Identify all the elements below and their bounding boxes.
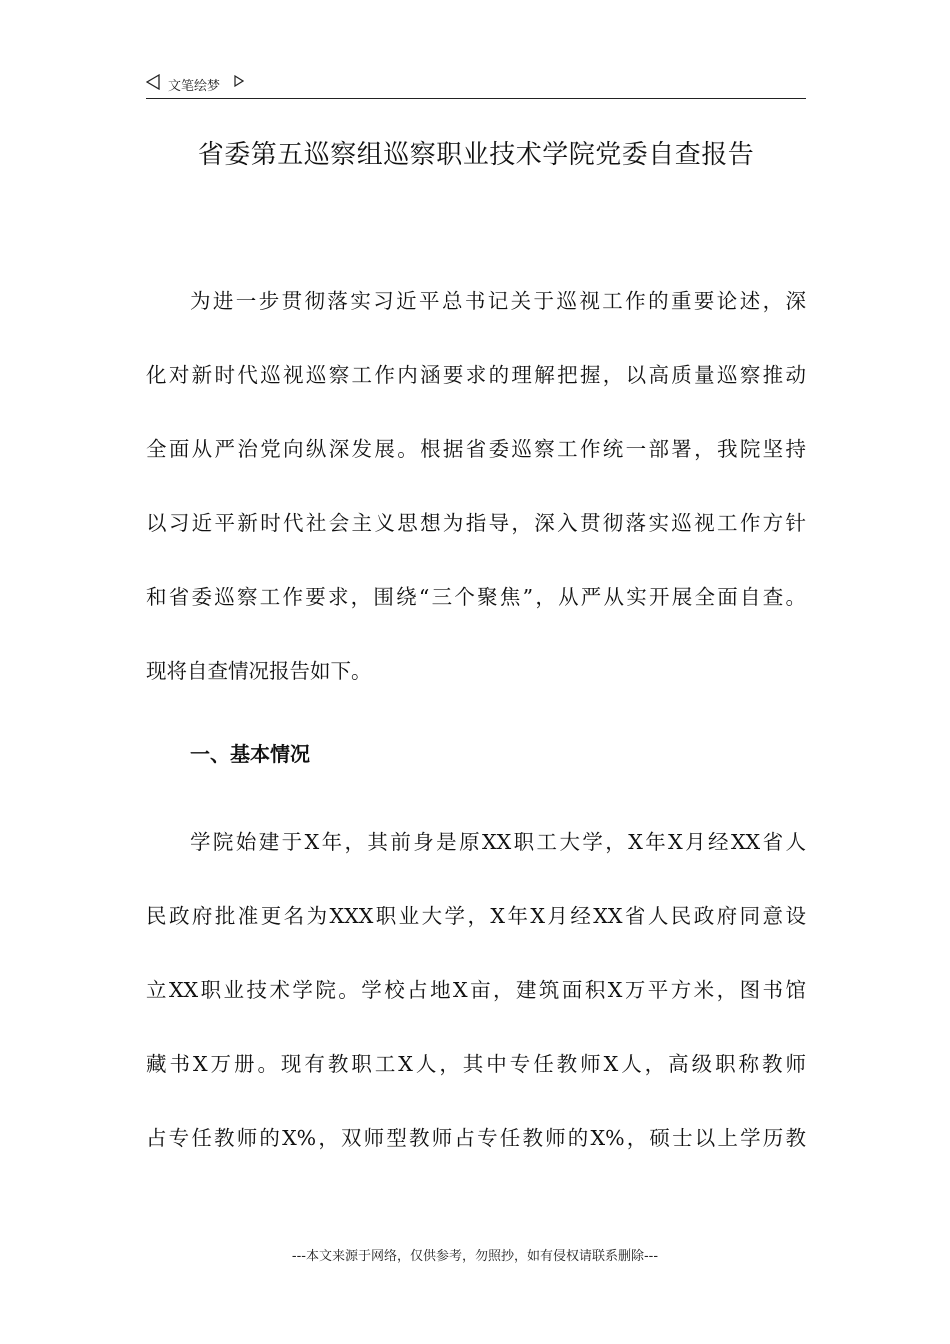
section-heading: 一、基本情况 xyxy=(190,742,310,766)
footer-disclaimer: ---本文来源于网络，仅供参考，勿照抄，如有侵权请联系删除--- xyxy=(291,1249,659,1264)
left-triangle-icon xyxy=(146,74,160,90)
intro-line: 化对新时代巡视巡察工作内涵要求的理解把握，以高质量巡察推动 xyxy=(146,363,806,387)
basic-info-line: 学院始建于X年，其前身是原XX职工大学，X年X月经XX省人 xyxy=(190,830,806,854)
header-brand: 文笔绘梦 xyxy=(168,79,221,94)
basic-info-line: 民政府批准更名为XXX职业大学，X年X月经XX省人民政府同意设 xyxy=(146,904,806,928)
intro-line: 现将自查情况报告如下。 xyxy=(146,659,372,683)
intro-paragraph xyxy=(146,264,806,708)
intro-line: 和省委巡察工作要求，围绕“三个聚焦”，从严从实开展全面自查。 xyxy=(146,585,806,609)
basic-info-paragraph xyxy=(146,805,806,1175)
intro-line: 以习近平新时代社会主义思想为指导，深入贯彻落实巡视工作方针 xyxy=(146,511,806,535)
page-header xyxy=(146,72,806,99)
basic-info-line: 占专任教师的X%，双师型教师占专任教师的X%，硕士以上学历教 xyxy=(146,1126,806,1150)
intro-line: 全面从严治党向纵深发展。根据省委巡察工作统一部署，我院坚持 xyxy=(146,437,806,461)
basic-info-line: 立XX职业技术学院。学校占地X亩，建筑面积X万平方米，图书馆 xyxy=(146,978,806,1002)
right-triangle-icon xyxy=(234,75,244,87)
intro-line: 为进一步贯彻落实习近平总书记关于巡视工作的重要论述，深 xyxy=(190,289,806,313)
basic-info-line: 藏书X万册。现有教职工X人，其中专任教师X人，高级职称教师 xyxy=(146,1052,806,1076)
document-title: 省委第五巡察组巡察职业技术学院党委自查报告 xyxy=(197,140,755,170)
